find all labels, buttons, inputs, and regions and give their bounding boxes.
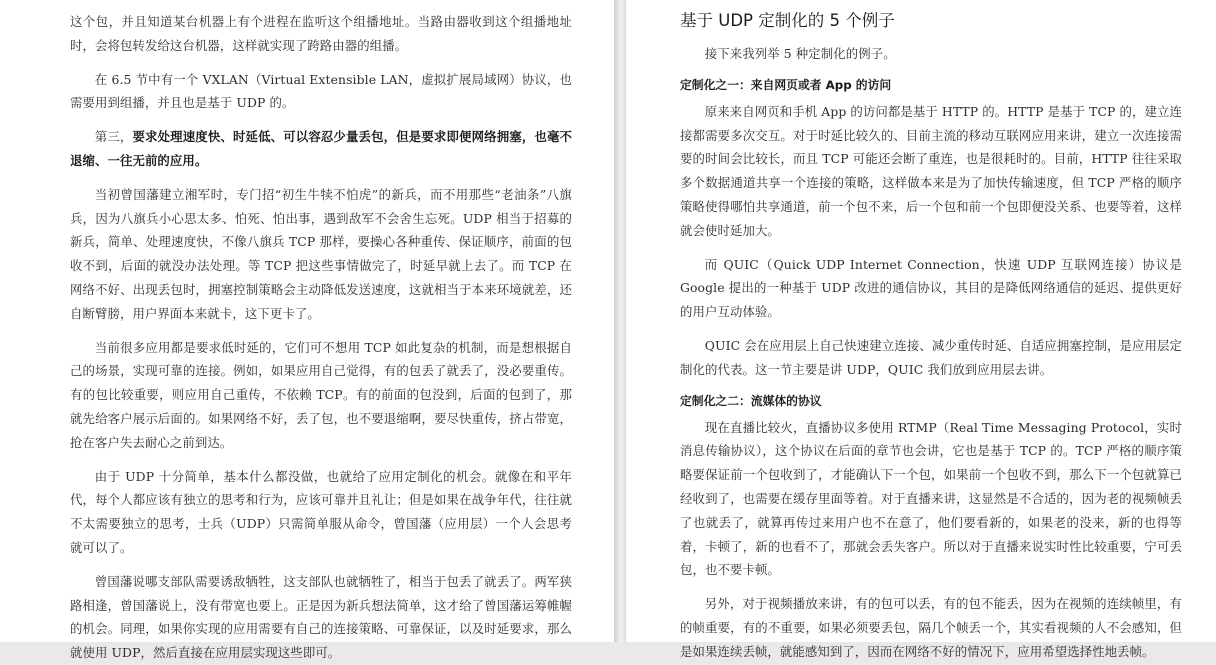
subsection-title-1: 定制化之一：来自网页或者 App 的访问 [680,77,892,92]
left-paragraph-2: 在 6.5 节中有一个 VXLAN（Virtual Extensible LAN，虚拟扩展局域网）协议，也需要用到组播，并且也是基于 UDP 的。 [70,71,572,111]
left-paragraph-4: 当初曾国藩建立湘军时，专门招“初生牛犊不怕虎”的新兵，而不用那些“老油条”八旗兵，因为八旗兵小心思太多、怕死、怕出事，遇到敌军不会舍生忘死。UDP 相当于招募的新兵，简单、处理速度快，不像八旗兵 TCP 那样，要操心各种重传、保证顺序，前面的包收不到，后面的就没办法处理。等 TCP 把这些事情做完了，时延早就上去了。而 TCP 在网络不好、出现丢包时，拥塞控制策略会主动降低发送速度，这就相当于本来环境就差，还自断臂膀，用户界面本来就卡，这下更卡了。 [70,186,572,321]
right-paragraph-5: 另外，对于视频播放来讲，有的包可以丢，有的包不能丢，因为在视频的连续帧里，有的帧重要，有的不重要，如果必须要丢包，隔几个帧丢一个，其实看视频的人不会感知，但是如果连续丢帧，就能感知到了，因而在网络不好的情况下，应用希望选择性地丢帧。 [680,596,1182,659]
paragraph-3-prefix: 第三， [94,129,133,145]
right-paragraph-2: 而 QUIC（Quick UDP Internet Connection，快速 UDP 互联网连接）协议是 Google 提出的一种基于 UDP 改进的通信协议，其目的是降低网络通信的延迟、提供更好的用户互动体验。 [680,256,1182,320]
left-paragraph-5: 当前很多应用都是要求低时延的，它们可不想用 TCP 如此复杂的机制，而是想根据自己的场景，实现可靠的连接。例如，如果应用自己觉得，有的包丢了就丢了，没必要重传。有的包比较重要，则应用自己重传，不依赖 TCP。有的前面的包没到，后面的包到了，那就先给客户展示后面的。如果网络不好，丢了包，也不要退缩啊，要尽快重传，挤占带宽，抢在客户失去耐心之前到达。 [70,339,572,450]
paragraph-3-bold: 要求处理速度快、时延低、可以容忍少量丢包，但是要求即便网络拥塞，也毫不退缩、一往无前的应用。 [70,129,572,168]
right-paragraph-1: 原来来自网页和手机 App 的访问都是基于 HTTP 的。HTTP 是基于 TCP 的，建立连接都需要多次交互。对于时延比较久的、目前主流的移动互联网应用来讲，建立一次连接需要的时间会比较长，而且 TCP 可能还会断了重连，也是很耗时的。目前，HTTP 往往采取多个数据通道共享一个连接的策略，这样做本来是为了加快传输速度，但 TCP 严格的顺序策略使得哪怕共享通道，前一个包不来，后一个包和前一个包即便没关系、也要等着，这样就会使时延加大。 [680,103,1182,238]
left-paragraph-6: 由于 UDP 十分简单，基本什么都没做，也就给了应用定制化的机会。就像在和平年代，每个人都应该有独立的思考和行为，应该可靠并且礼让；但是如果在战争年代，往往就不太需要独立的思考，士兵（UDP）只需简单服从命令，曾国藩（应用层）一个人会思考就可以了。 [70,468,572,555]
book-gutter [614,0,626,642]
left-paragraph-3 [70,125,572,173]
right-paragraph-4: 现在直播比较火，直播协议多使用 RTMP（Real Time Messaging Protocol，实时消息传输协议），这个协议在后面的章节也会讲，它也是基于 TCP 的。TCP 严格的顺序策略要保证前一个包收到了，才能确认下一个包，如果前一个包收不到，那么下一个包就算已经收到了，也需要在缓存里面等着。对于直播来讲，这显然是不合适的，因为老的视频帧丢了也就丢了，就算再传过来用户也不在意了，他们要看新的，如果老的没来，新的也得等着，卡顿了，新的也看不了，那就会丢失客户。所以对于直播来说实时性比较重要，宁可丢包，也不要卡顿。 [680,419,1182,578]
left-paragraph-7: 曾国藩说哪支部队需要诱敌牺牲，这支部队也就牺牲了，相当于包丢了就丢了。两军狭路相逢，曾国藩说上，没有带宽也要上。正是因为新兵想法简单，这才给了曾国藩运筹帷幄的机会。同理，如果你实现的应用需要有自己的连接策略、可靠保证，以及时延要求，那么就使用 UDP，然后直接在应用层实现这些即可。 [70,573,572,661]
left-paragraph-1: 这个包，并且知道某台机器上有个进程在监听这个组播地址。当路由器收到这个组播地址时，会将包转发给这台机器，这样就实现了跨路由器的组播。 [70,14,572,53]
intro-paragraph: 接下来我列举 5 种定制化的例子。 [704,46,896,61]
right-book-page [626,0,1216,659]
section-heading: 基于 UDP 定制化的 5 个例子 [680,11,895,30]
right-paragraph-3: QUIC 会在应用层上自己快速建立连接、减少重传时延、自适应拥塞控制，是应用层定制化的代表。这一节主要是讲 UDP，QUIC 我们放到应用层去讲。 [680,337,1182,377]
subsection-title-2: 定制化之二：流媒体的协议 [680,393,822,408]
